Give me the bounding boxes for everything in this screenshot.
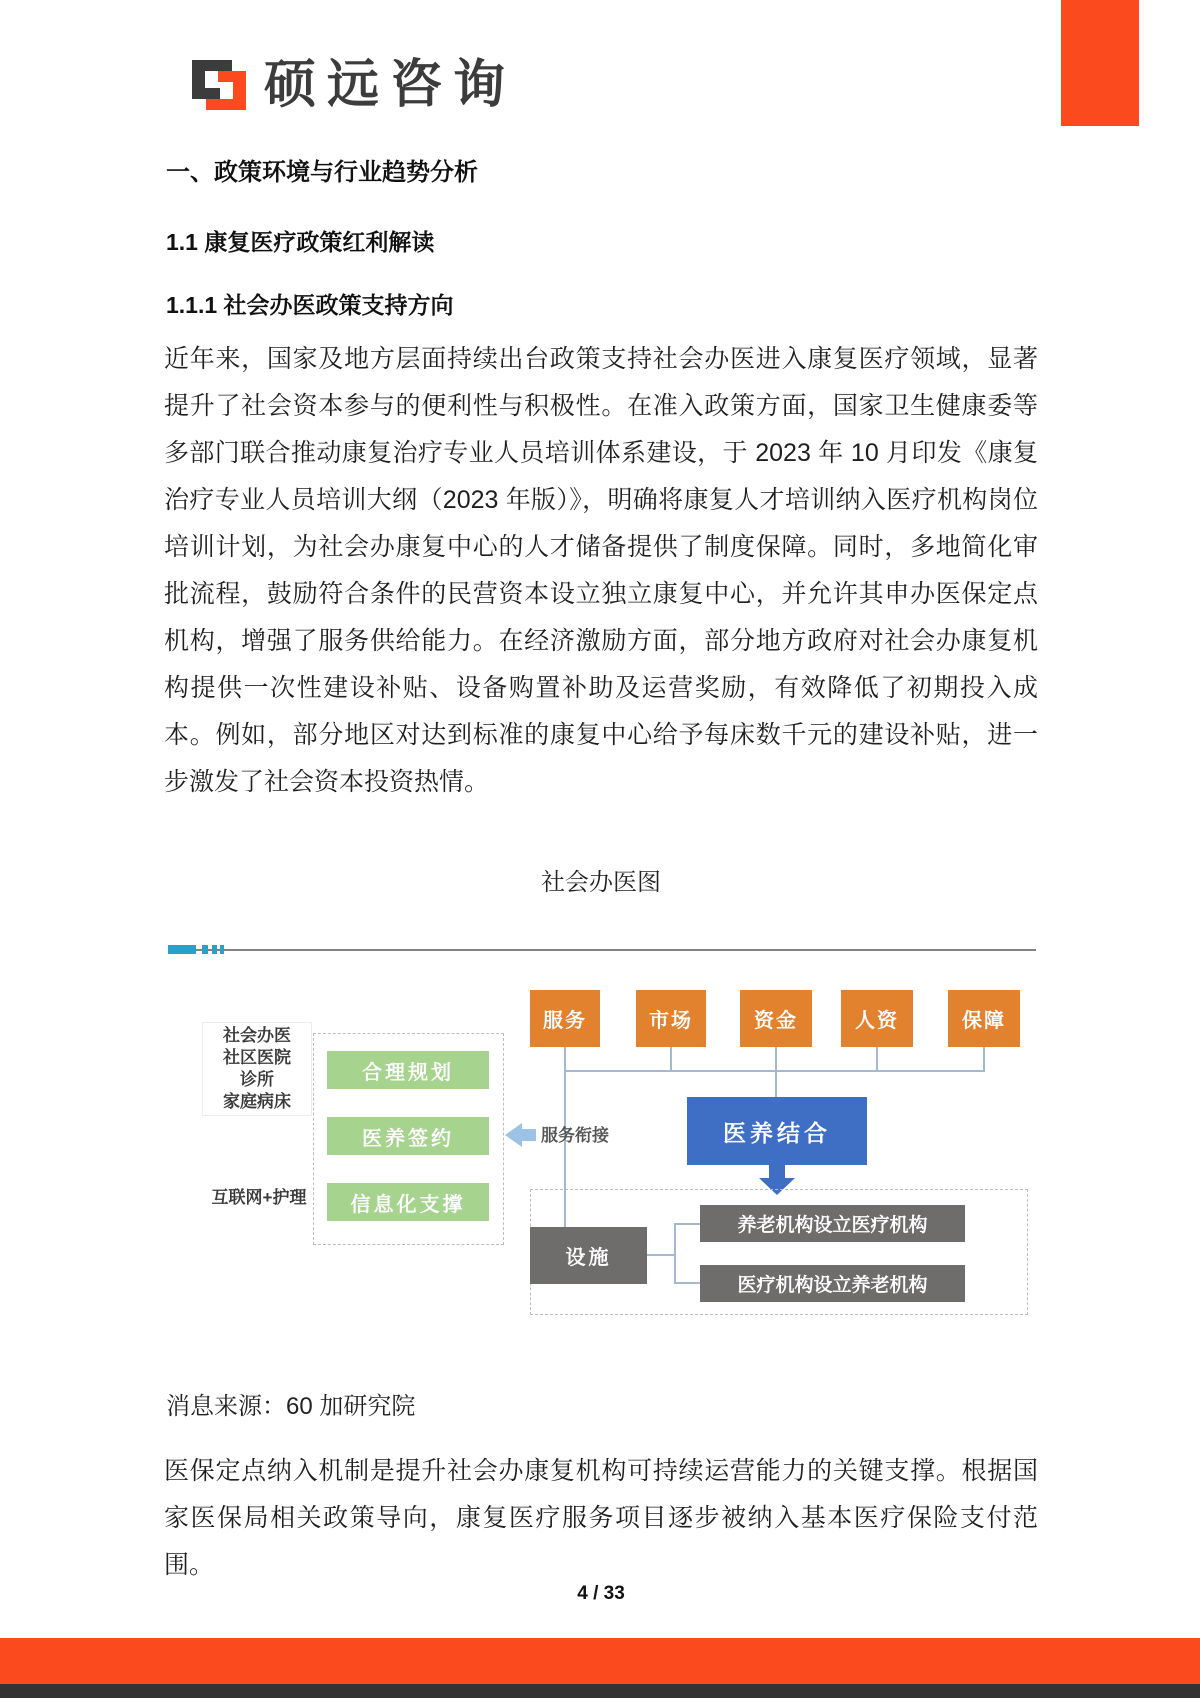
- connector-line: [876, 1047, 878, 1071]
- provider-label: 社会办医: [223, 1026, 291, 1045]
- down-arrow: [769, 1165, 785, 1178]
- top-right-accent-block: [1061, 0, 1139, 126]
- figure-social-medical-diagram: [164, 942, 1038, 1320]
- brand-logo: [190, 58, 516, 112]
- elderly-org-medical-box: 养老机构设立医疗机构: [700, 1205, 965, 1242]
- body-paragraph-1: 近年来，国家及地方层面持续出台政策支持社会办医进入康复医疗领域，显著提升了社会资本参与的便利性与积极性。在准入政策方面，国家卫生健康委等多部门联合推动康复治疗专业人员培训体系建设，于 2023 年 10 月印发《康复治疗专业人员培训大纲（2023 年版）》，明确将康复人才培训纳入医疗机构岗位培训计划，为社会办康复中心的人才储备提供了制度保障。同时，多地简化审批流程，鼓励符合条件的民营资本设立独立康复中心，并允许其申办医保定点机构，增强了服务供给能力。在经济激励方面，部分地方政府对社会办康复机构提供一次性建设补贴、设备购置补助及运营奖励，有效降低了初期投入成本。例如，部分地区对达到标准的康复中心给予每床数千元的建设补贴，进一步激发了社会资本投资热情。: [164, 345, 1038, 796]
- connector-line: [564, 1070, 985, 1072]
- footer-dark-bar: [0, 1684, 1200, 1698]
- internet-nursing-label: 互联网+护理: [211, 1188, 307, 1207]
- section-heading: 一、政策环境与行业趋势分析: [166, 159, 478, 186]
- blue-box-medical-elderly-integration: 医养结合: [687, 1097, 867, 1165]
- figure-source: 消息来源：60 加研究院: [166, 1393, 416, 1420]
- provider-label: 家庭病床: [223, 1092, 291, 1111]
- subsection-heading: 1.1 康复医疗政策红利解读: [166, 229, 435, 255]
- factor-box-service: 服务: [530, 990, 600, 1047]
- green-box-informatization: 信息化支撑: [327, 1183, 489, 1221]
- page-number: 4 / 33: [577, 1583, 625, 1604]
- facility-box: 设施: [530, 1227, 647, 1284]
- green-box-planning: 合理规划: [327, 1051, 489, 1089]
- brand-logo-text: 硕远咨询: [264, 56, 517, 114]
- factor-box-guarantee: 保障: [948, 990, 1020, 1047]
- factor-box-capital: 资金: [740, 990, 812, 1047]
- divider-teal-dash: [202, 945, 208, 954]
- divider-teal-dash: [220, 945, 224, 954]
- figure-divider-line: [168, 949, 1036, 951]
- green-box-contract: 医养签约: [327, 1117, 489, 1155]
- service-link-arrow-shaft: [521, 1129, 536, 1141]
- factor-box-hr: 人资: [841, 990, 913, 1047]
- divider-teal-block: [168, 945, 196, 954]
- service-link-label: 服务衔接: [541, 1126, 609, 1145]
- medical-org-elderly-box: 医疗机构设立养老机构: [700, 1265, 965, 1302]
- footer-accent-bar: [0, 1638, 1200, 1684]
- subsubsection-heading: 1.1.1 社会办医政策支持方向: [166, 292, 454, 318]
- brand-logo-icon: [190, 58, 248, 112]
- left-provider-label-group: [202, 1022, 312, 1116]
- service-link-arrow-head: [505, 1123, 522, 1147]
- provider-label: 诊所: [240, 1070, 274, 1089]
- factor-box-market: 市场: [636, 990, 706, 1047]
- connector-line: [670, 1047, 672, 1071]
- divider-teal-dash: [212, 945, 217, 954]
- body-paragraph-2: 医保定点纳入机制是提升社会办康复机构可持续运营能力的关键支撑。根据国家医保局相关政策导向，康复医疗服务项目逐步被纳入基本医疗保险支付范围。: [164, 1457, 1038, 1579]
- provider-label: 社区医院: [223, 1048, 291, 1067]
- figure-title: 社会办医图: [541, 869, 661, 896]
- connector-line: [983, 1047, 985, 1071]
- connector-line: [775, 1047, 777, 1097]
